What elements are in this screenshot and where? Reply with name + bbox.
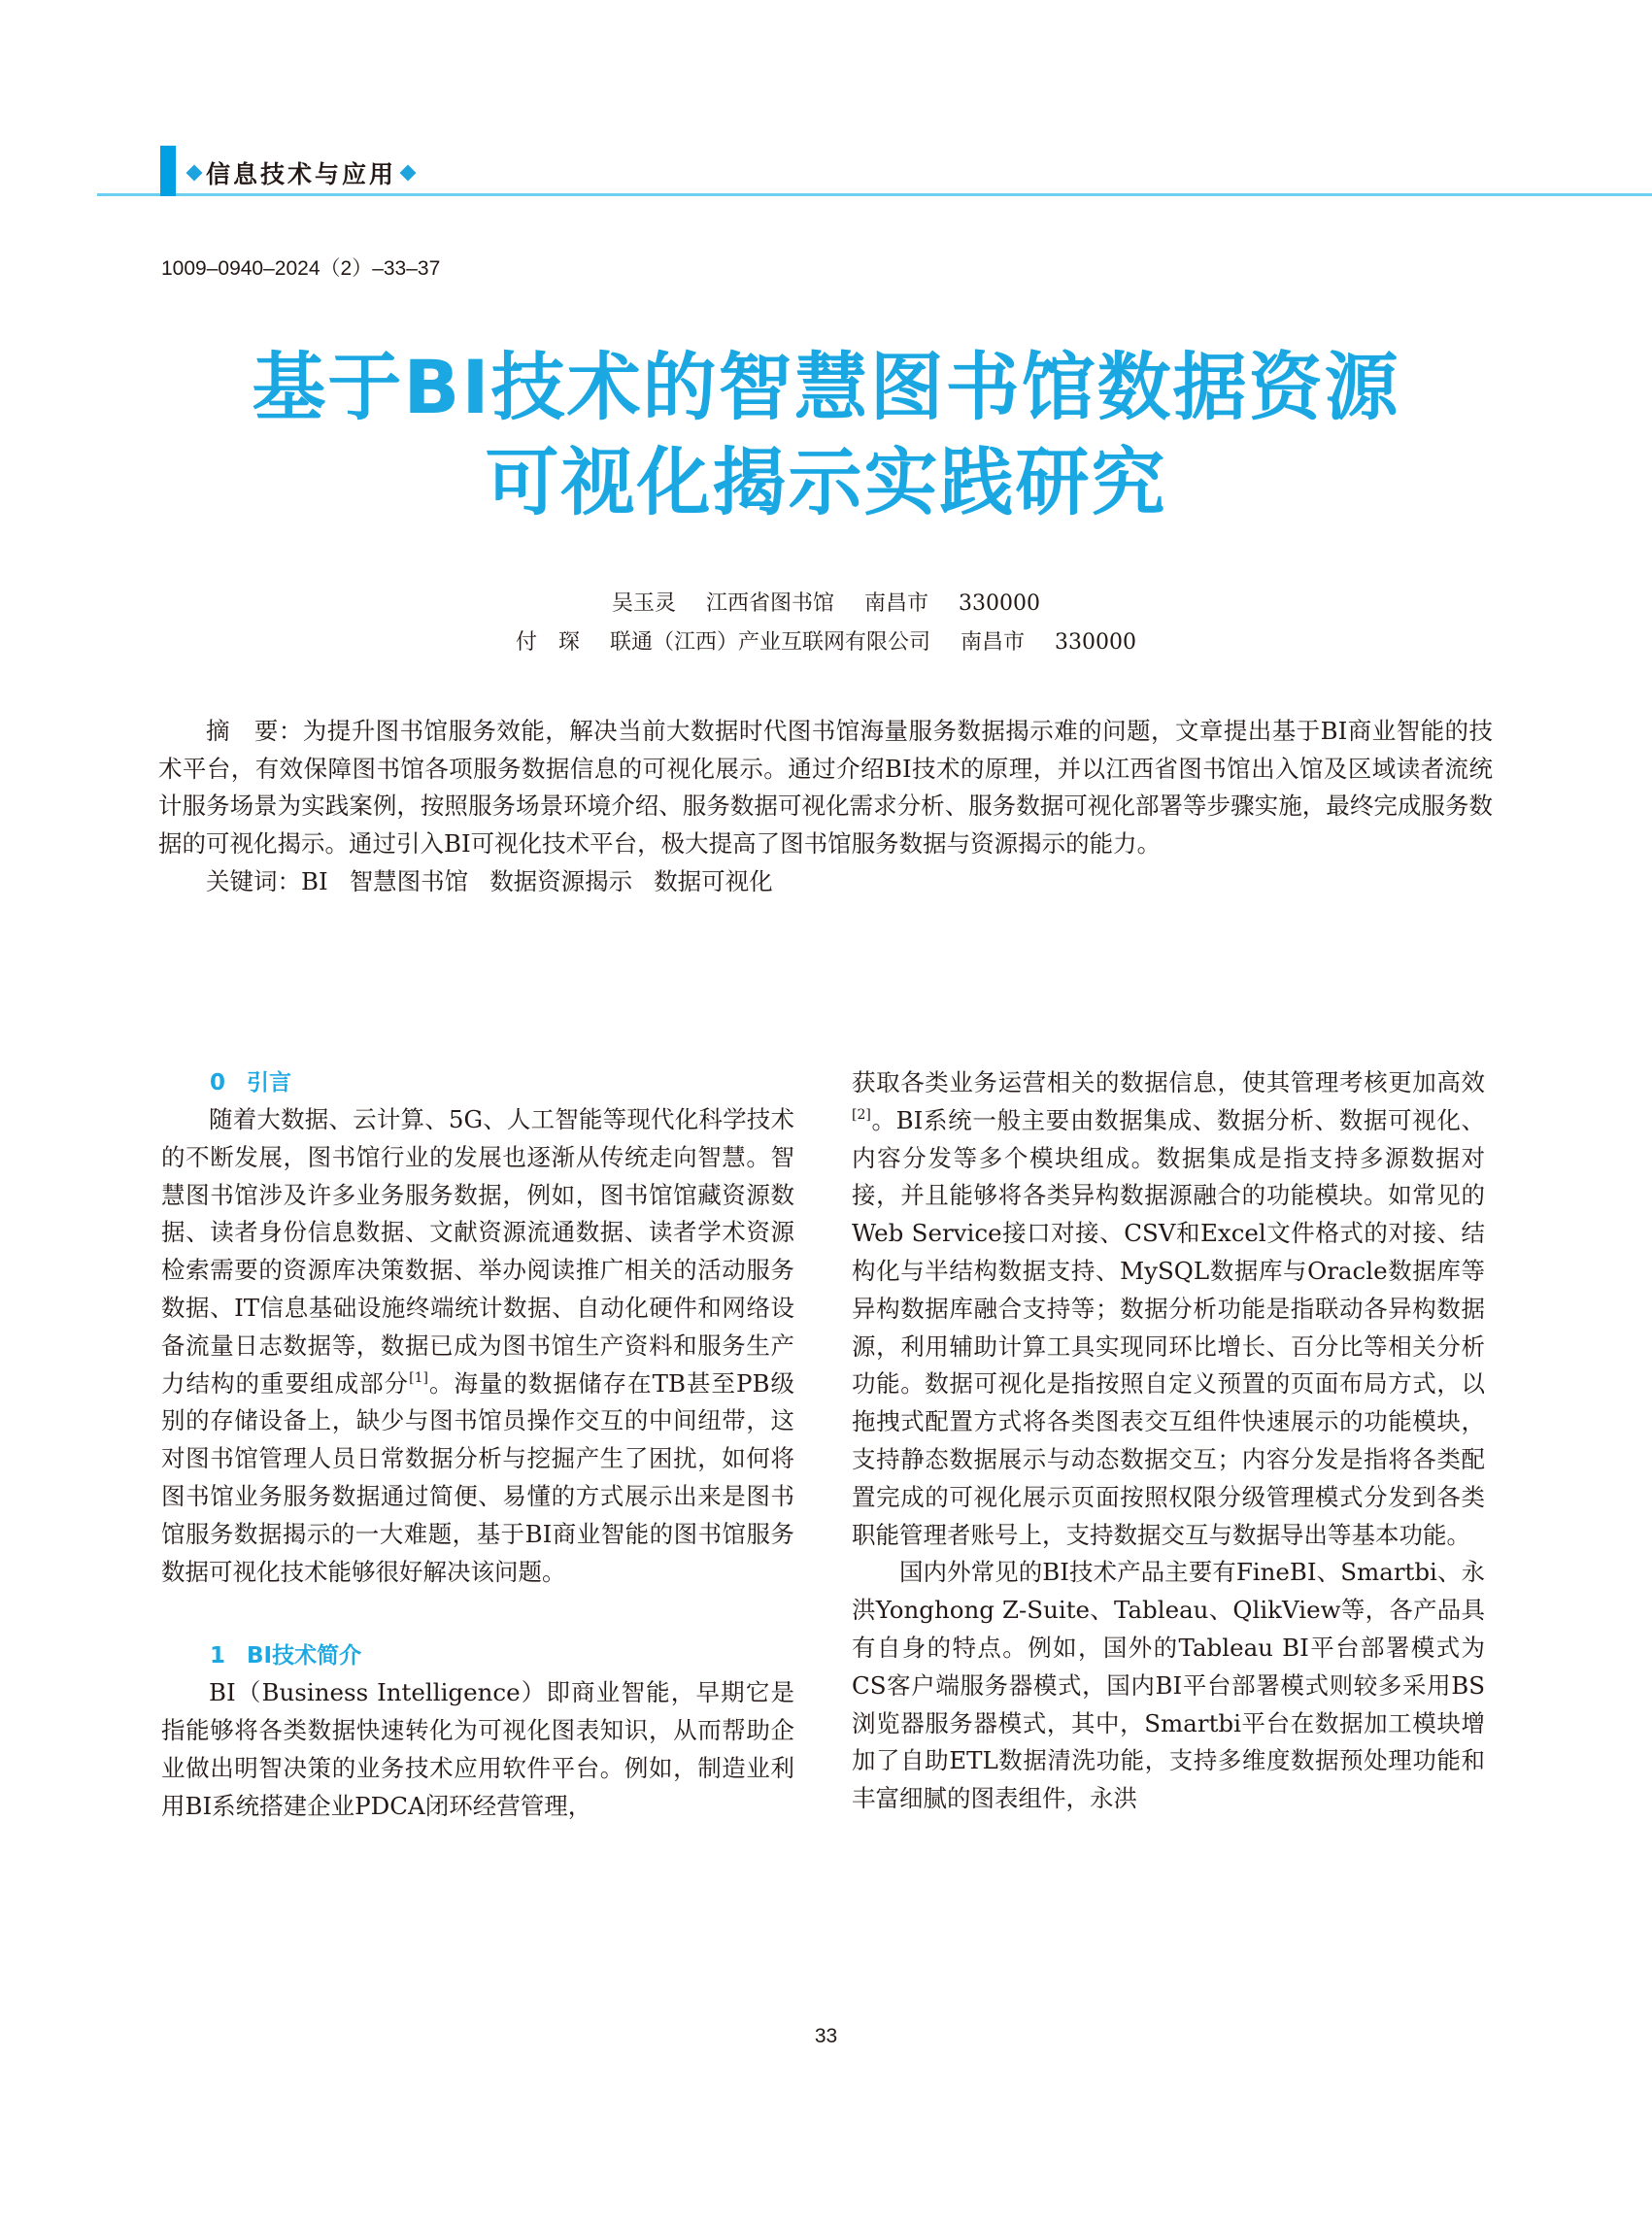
author-postcode: 330000 bbox=[959, 591, 1041, 616]
bi-paragraph-start: BI（Business Intelligence）即商业智能，早期它是指能够将各类数据快速转化为可视化图表知识，从而帮助企业做出明智决策的业务技术应用软件平台。例如，制造业利用BI系统搭建企业PDCA闭环经营管理， bbox=[161, 1678, 794, 1820]
diamond-icon bbox=[400, 165, 417, 182]
keywords bbox=[158, 863, 1493, 901]
left-column bbox=[161, 1064, 794, 1826]
citation-ref[interactable]: [1] bbox=[409, 1369, 428, 1386]
document-code: 1009–0940–2024（2）–33–37 bbox=[161, 257, 441, 280]
abstract-paragraph bbox=[158, 713, 1493, 862]
author-city: 南昌市 bbox=[961, 630, 1026, 655]
citation-ref[interactable]: [2] bbox=[852, 1106, 871, 1123]
section-heading-bi: 1 BI技术简介 bbox=[210, 1643, 362, 1669]
right-column bbox=[852, 1064, 1485, 1818]
author-city: 南昌市 bbox=[864, 591, 929, 616]
abstract-text: 为提升图书馆服务效能，解决当前大数据时代图书馆海量服务数据揭示难的问题，文章提出基于BI商业智能的技术平台，有效保障图书馆各项服务数据信息的可视化展示。通过介绍BI技术的原理，并以江西省图书馆出入馆及区域读者流统计服务场景为实践案例，按照服务场景环境介绍、服务数据可视化需求分析、服务数据可视化部署等步骤实施，最终完成服务数据的可视化揭示。通过引入BI可视化技术平台，极大提高了图书馆服务数据与资源揭示的能力。 bbox=[158, 717, 1493, 858]
bi-paragraph-2: 国内外常见的BI技术产品主要有FineBI、Smartbi、永洪Yonghong Z-Suite、Tableau、QlikView等，各产品具有自身的特点。例如，国外的Tableau BI平台部署模式为CS客户端服务器模式，国内BI平台部署模式则较多采用BS浏览器服务器模式，其中，Smartbi平台在数据加工模块增加了自助ETL数据清洗功能，支持多维度数据预处理功能和丰富细腻的图表组件，永洪 bbox=[852, 1558, 1485, 1813]
journal-section-label bbox=[183, 153, 420, 192]
title-line-1: 基于BI技术的智慧图书馆数据资源 bbox=[252, 344, 1400, 430]
author-affiliation: 联通（江西）产业互联网有限公司 bbox=[610, 630, 931, 655]
author-block bbox=[0, 585, 1652, 662]
abstract-label: 摘 要： bbox=[206, 717, 303, 745]
title-line-2: 可视化揭示实践研究 bbox=[485, 439, 1167, 525]
keyword: 数据资源揭示 bbox=[489, 867, 633, 895]
section-label-text: 信息技术与应用 bbox=[206, 160, 397, 188]
keywords-label: 关键词： bbox=[206, 867, 301, 895]
page-title bbox=[0, 340, 1652, 530]
section-heading-intro: 0 引言 bbox=[210, 1070, 292, 1096]
page-number: 33 bbox=[814, 2025, 838, 2047]
intro-paragraph: 随着大数据、云计算、5G、人工智能等现代化科学技术的不断发展，图书馆行业的发展也逐渐从传统走向智慧。智慧图书馆涉及许多业务服务数据，例如，图书馆馆藏资源数据、读者身份信息数据、文献资源流通数据、读者学术资源检索需要的资源库决策数据、举办阅读推广相关的活动服务数据、IT信息基础设施终端统计数据、自动化硬件和网络设备流量日志数据等，数据已成为图书馆生产资料和服务生产力结构的重要组成部分[1]。海量的数据储存在TB甚至PB级别的存储设备上，缺少与图书馆员操作交互的中间纽带，这对图书馆管理人员日常数据分析与挖掘产生了困扰，如何将图书馆业务服务数据通过简便、易懂的方式展示出来是图书馆服务数据揭示的一大难题，基于BI商业智能的图书馆服务数据可视化技术能够很好解决该问题。 bbox=[161, 1105, 794, 1586]
abstract bbox=[158, 713, 1493, 901]
author-row bbox=[0, 624, 1652, 662]
author-row bbox=[0, 585, 1652, 624]
author-name: 付 琛 bbox=[515, 630, 580, 655]
author-name: 吴玉灵 bbox=[611, 591, 676, 616]
bi-paragraph-continued: 获取各类业务运营相关的数据信息，使其管理考核更加高效[2]。BI系统一般主要由数据集成、数据分析、数据可视化、内容分发等多个模块组成。数据集成是指支持多源数据对接，并且能够将各类异构数据源融合的功能模块。如常见的Web Service接口对接、CSV和Excel文件格式的对接、结构化与半结构数据支持、MySQL数据库与Oracle数据库等异构数据库融合支持等；数据分析功能是指联动各异构数据源，利用辅助计算工具实现同环比增长、百分比等相关分析功能。数据可视化是指按照自定义预置的页面布局方式，以拖拽式配置方式将各类图表交互组件快速展示的功能模块，支持静态数据展示与动态数据交互；内容分发是指将各类配置完成的可视化展示页面按照权限分级管理模式分发到各类职能管理者账号上，支持数据交互与数据导出等基本功能。 bbox=[852, 1068, 1485, 1549]
header-accent-bar bbox=[160, 146, 176, 196]
keyword: 数据可视化 bbox=[654, 867, 773, 895]
keyword: BI bbox=[301, 867, 328, 895]
header-rule bbox=[97, 193, 1652, 196]
keyword: 智慧图书馆 bbox=[349, 867, 469, 895]
author-affiliation: 江西省图书馆 bbox=[706, 591, 835, 616]
diamond-icon bbox=[186, 165, 203, 182]
author-postcode: 330000 bbox=[1055, 630, 1137, 655]
